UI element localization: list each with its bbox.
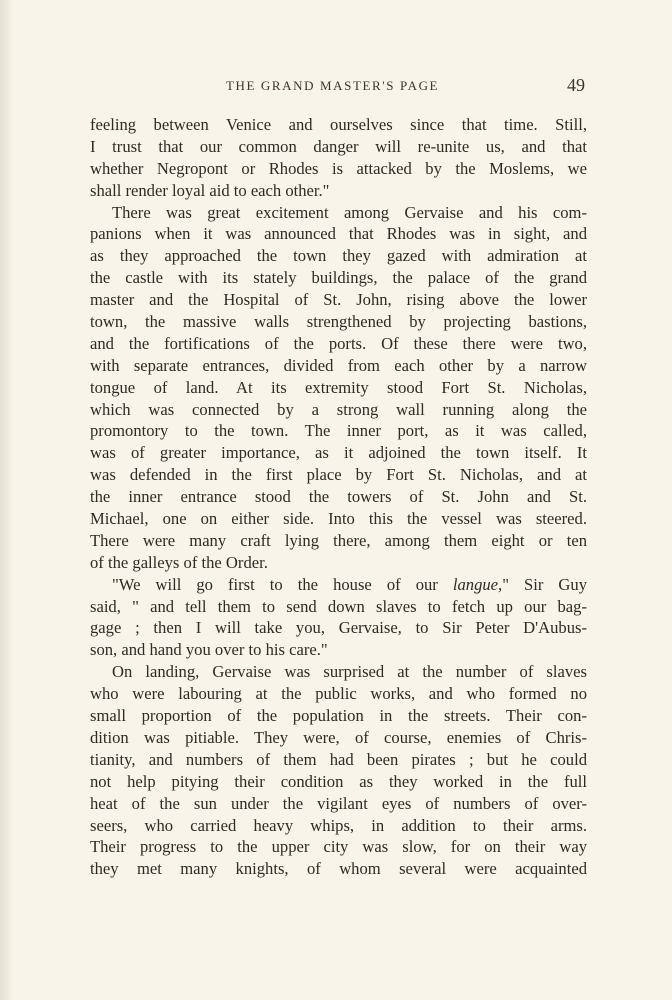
text-run: heat of the sun under the vigilant eyes of numbers of over- <box>90 793 587 813</box>
text-run: On landing, Gervaise was surprised at the number of slaves <box>112 662 587 682</box>
text-line <box>90 245 587 267</box>
text-run: master and the Hospital of St. John, rising above the lower <box>90 290 587 310</box>
text-run: son, and hand you over to his care." <box>90 640 328 660</box>
text-run: who were labouring at the public works, and who formed no <box>90 684 587 704</box>
text-line <box>90 552 587 574</box>
text-line <box>90 464 587 486</box>
text-run: I trust that our common danger will re-unite us, and that <box>90 136 587 156</box>
text-line <box>90 289 587 311</box>
text-line <box>90 508 587 530</box>
running-title: THE GRAND MASTER'S PAGE <box>226 78 440 93</box>
text-run: " Sir Guy <box>502 574 587 594</box>
text-line <box>90 749 587 771</box>
text-line <box>90 333 587 355</box>
text-line <box>90 836 587 858</box>
text-run: "We will go first to the house of our <box>112 574 453 594</box>
text-run: the castle with its stately buildings, the palace of the grand <box>90 268 587 288</box>
text-line <box>90 858 587 880</box>
text-run: said, " and tell them to send down slaves to fetch up our bag- <box>90 596 587 616</box>
text-run: panions when it was announced that Rhodes was in sight, and <box>90 224 587 244</box>
text-line <box>90 530 587 552</box>
text-run: town, the massive walls strengthened by projecting bastions, <box>90 312 587 332</box>
text-run: feeling between Venice and ourselves since that time. Still, <box>90 115 587 134</box>
text-line <box>90 114 587 136</box>
text-run: promontory to the town. The inner port, as it was called, <box>90 421 587 441</box>
italic-run: langue, <box>452 574 503 594</box>
body-text <box>90 114 587 880</box>
text-run: was of greater importance, as it adjoined the town itself. It <box>90 443 587 463</box>
binding-shadow <box>0 0 14 1000</box>
text-line <box>90 377 587 399</box>
text-run: with separate entrances, divided from each other by a narrow <box>90 355 587 375</box>
text-line <box>90 420 587 442</box>
text-run: dition was pitiable. They were, of course, enemies of Chris- <box>90 727 587 747</box>
text-run: they met many knights, of whom several were acquainted <box>90 859 587 879</box>
text-run: tianity, and numbers of them had been pirates ; but he could <box>90 749 587 769</box>
text-line <box>90 815 587 837</box>
text-run: of the galleys of the Order. <box>90 552 268 572</box>
text-run: There were many craft lying there, among them eight or ten <box>90 530 587 550</box>
text-line <box>90 486 587 508</box>
text-line <box>90 202 587 224</box>
text-run: shall render loyal aid to each other." <box>90 180 330 200</box>
text-run: which was connected by a strong wall running along the <box>90 399 587 419</box>
text-line <box>90 727 587 749</box>
text-run: There was great excitement among Gervaise and his com- <box>112 202 587 222</box>
text-run: as they approached the town they gazed with admiration at <box>90 246 587 266</box>
text-line <box>90 136 587 158</box>
text-line <box>90 661 587 683</box>
text-line <box>90 355 587 377</box>
text-line <box>90 311 587 333</box>
text-line <box>90 793 587 815</box>
text-run: small proportion of the population in the streets. Their con- <box>90 706 587 726</box>
text-run: whether Negropont or Rhodes is attacked by the Moslems, we <box>90 158 587 178</box>
text-run: gage ; then I will take you, Gervaise, to Sir Peter D'Aubus- <box>90 618 587 638</box>
text-line <box>90 683 587 705</box>
text-line <box>90 442 587 464</box>
text-line <box>90 705 587 727</box>
text-run: tongue of land. At its extremity stood Fort St. Nicholas, <box>90 377 587 397</box>
text-line <box>90 399 587 421</box>
text-line <box>90 223 587 245</box>
text-run: and the fortifications of the ports. Of these there were two, <box>90 333 587 353</box>
text-run: not help pitying their condition as they worked in the full <box>90 771 587 791</box>
text-line <box>90 158 587 180</box>
text-line <box>90 574 587 596</box>
page-number: 49 <box>567 75 585 95</box>
text-line <box>90 596 587 618</box>
text-line <box>90 267 587 289</box>
text-run: seers, who carried heavy whips, in addition to their arms. <box>90 815 587 835</box>
running-head <box>90 75 587 97</box>
text-line <box>90 617 587 639</box>
text-run: Their progress to the upper city was slow, for on their way <box>90 837 587 857</box>
text-line <box>90 639 587 661</box>
text-run: was defended in the first place by Fort St. Nicholas, and at <box>90 465 587 485</box>
text-run: Michael, one on either side. Into this the vessel was steered. <box>90 509 587 529</box>
text-line <box>90 771 587 793</box>
text-run: the inner entrance stood the towers of St. John and St. <box>90 487 587 507</box>
text-line <box>90 180 587 202</box>
